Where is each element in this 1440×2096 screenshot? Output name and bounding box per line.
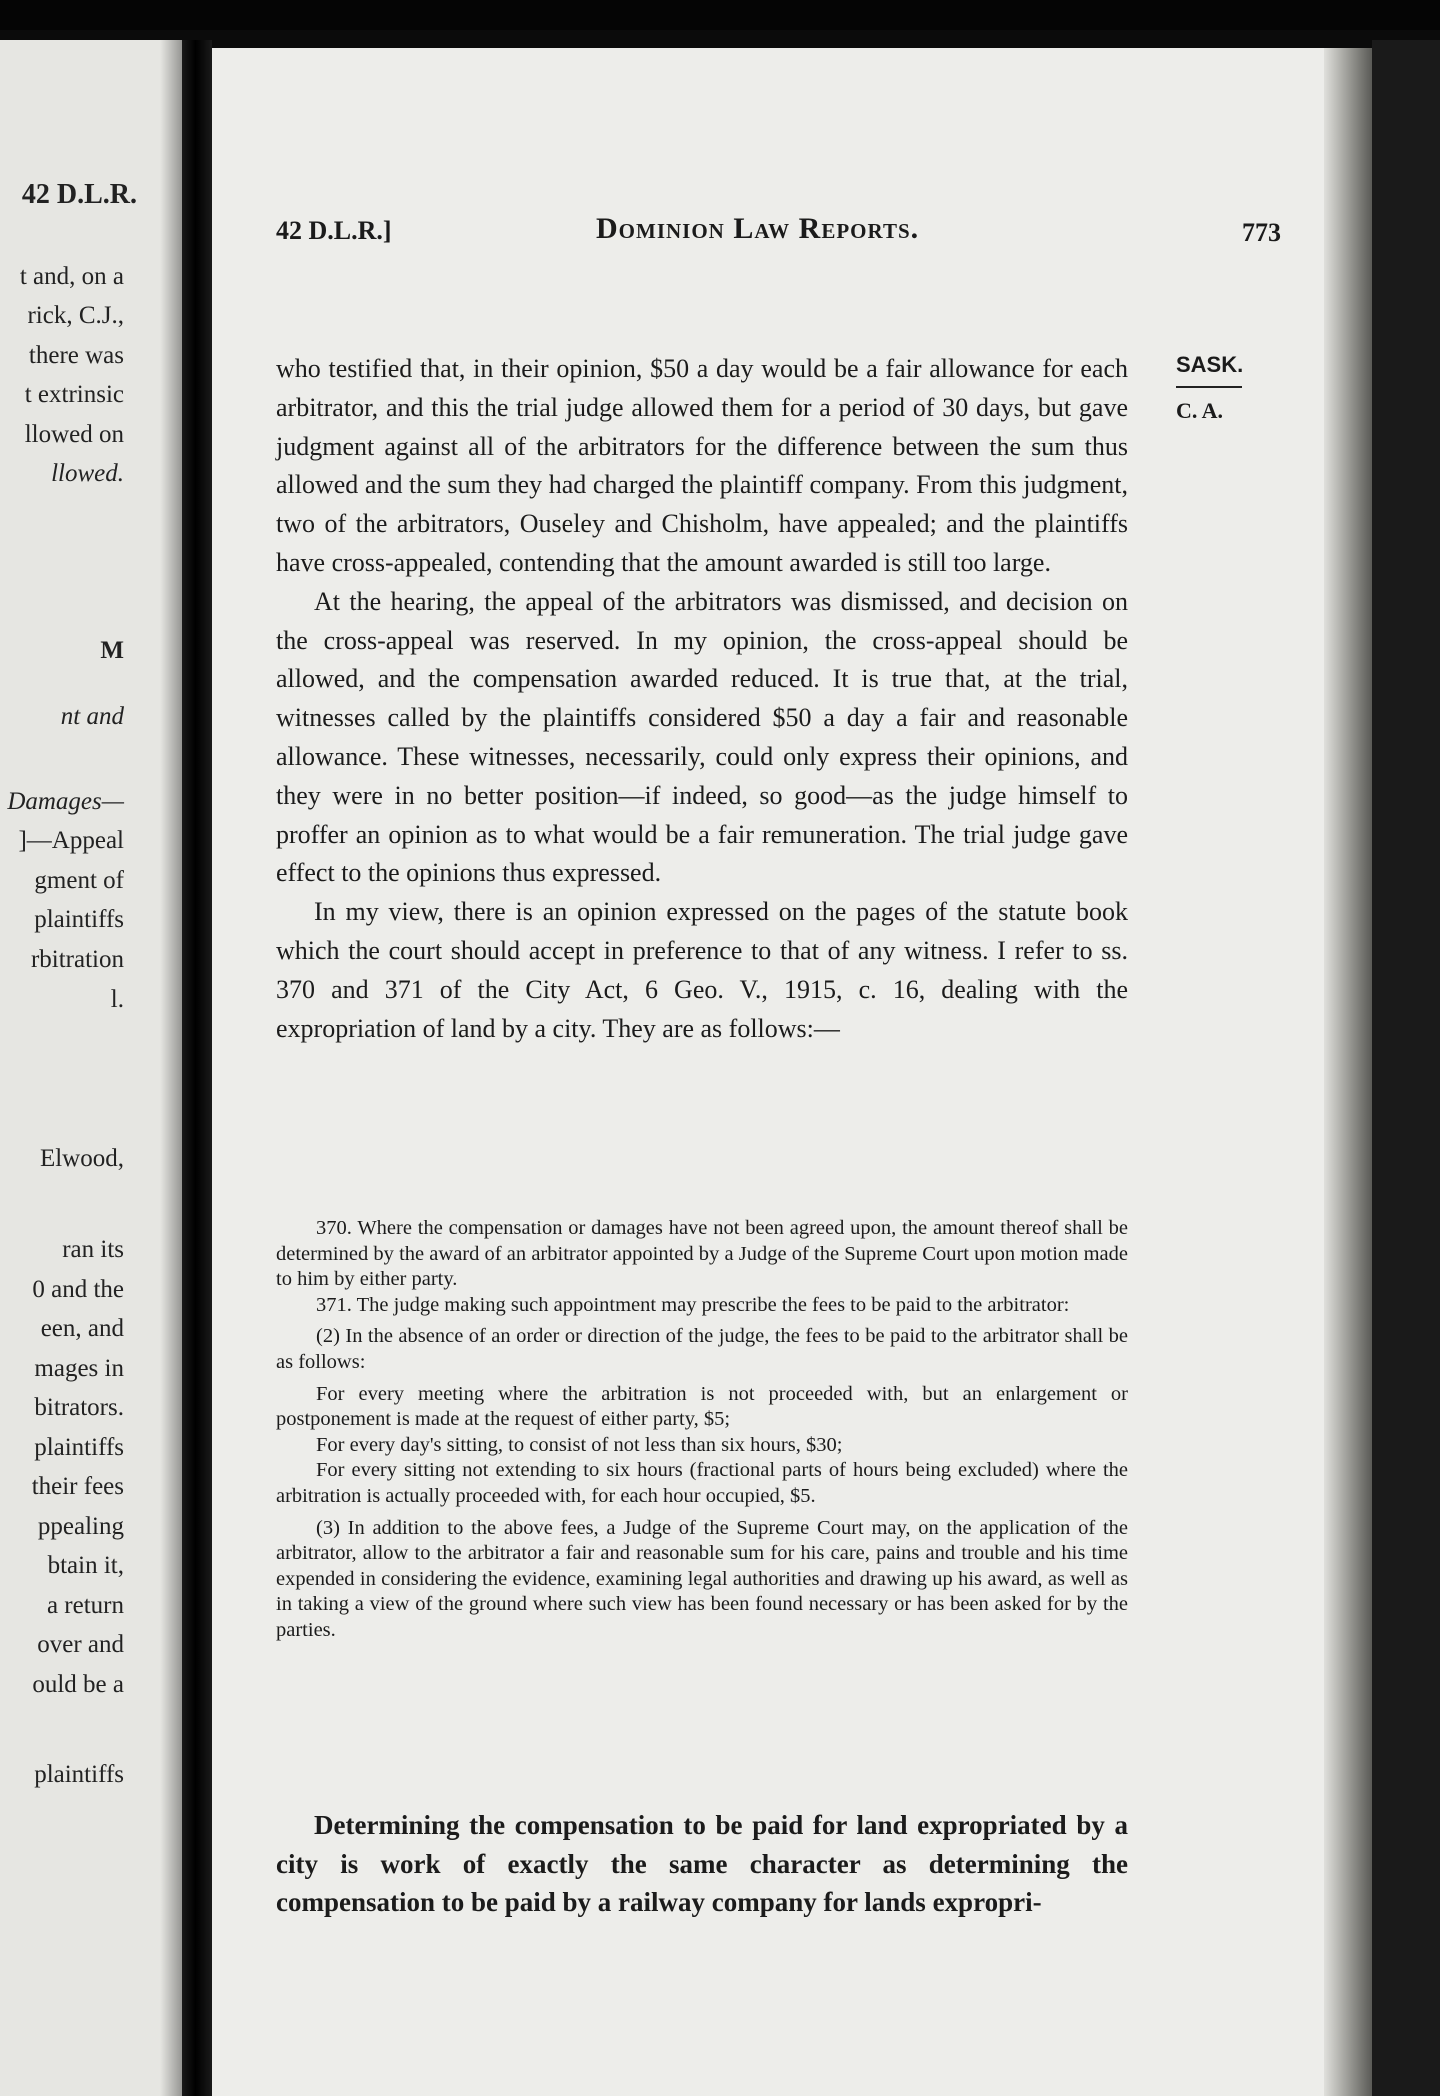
page-number: 773	[1242, 218, 1281, 247]
left-page-fragment: btain it,	[47, 1552, 124, 1579]
page-gutter-shadow	[160, 40, 182, 2096]
left-page-fragment: rick, C.J.,	[27, 302, 124, 329]
left-page-fragment: t and, on a	[19, 263, 124, 290]
page-edge	[1324, 48, 1372, 2096]
paragraph-1: who testified that, in their opinion, $50 a day would be a fair allowance for each arbitrator, and this the trial judge allowed them for a period of 30 days, but gave judgment against all of the arbitrators for the difference between the sum thus allowed and the sum they had charged the plaintiff company. From this judgment, two of the arbitrators, Ouseley and Chisholm, have appealed; and the plaintiffs have cross-appealed, contending that the amount awarded is still too large.	[276, 354, 1128, 577]
paragraph-2: At the hearing, the appeal of the arbitrators was dismissed, and decision on the cross-appeal was reserved. In my opinion, the cross-appeal should be allowed, and the compensation awarded reduced. It is true that, at the trial, witnesses called by the plaintiffs considered $50 a day a fair and reasonable allowance. These witnesses, necessarily, could only express their opinions, and they were in no better position—if indeed, so good—as the judge himself to proffer an opinion as to what would be a fair remuneration. The trial judge gave effect to the opinions thus expressed.	[276, 586, 1128, 888]
left-page-fragment: Elwood,	[39, 1145, 124, 1172]
left-page-fragment: ]—Appeal	[18, 827, 124, 854]
previous-page-fragment	[0, 40, 182, 2096]
left-page-fragment: plaintiffs	[34, 1434, 124, 1461]
left-page-fragment: t extrinsic	[24, 381, 124, 408]
left-page-fragment: Damages—	[7, 788, 124, 815]
body-text	[276, 350, 1128, 1048]
left-page-fragment: bitrators.	[34, 1394, 124, 1421]
left-page-fragment: ran its	[62, 1236, 124, 1263]
left-page-fragment: ppealing	[37, 1513, 124, 1540]
quote-section-370: 370. Where the compensation or damages have not been agreed upon, the amount thereof shall be determined by the award of an arbitrator appointed by a Judge of the Supreme Court upon motion made to him by either party.	[276, 1217, 1128, 1291]
scan-right-border	[1372, 40, 1440, 2096]
paragraph-3: In my view, there is an opinion expressed on the pages of the statute book which the court should accept in preference to that of any witness. I refer to ss. 370 and 371 of the City Act, 6 Geo. V., 1915, c. 16, dealing with the expropriation of land by a city. They are as follows:—	[276, 897, 1128, 1043]
left-page-fragment: nt and	[60, 703, 124, 730]
left-page-fragment: 42 D.L.R.	[21, 179, 137, 210]
left-page-fragment: l.	[110, 986, 124, 1013]
header-title: Dominion Law Reports.	[596, 212, 920, 245]
left-page-fragment: over and	[37, 1631, 124, 1658]
left-page-fragment: their fees	[31, 1473, 124, 1500]
quote-fee-meeting: For every meeting where the arbitration is not proceeded with, but an enlargement or postponement is made at the request of either party, $5;	[276, 1382, 1128, 1431]
left-page-fragment: rbitration	[30, 946, 124, 973]
closing-paragraph	[276, 1806, 1128, 1922]
quote-section-371: 371. The judge making such appointment may prescribe the fees to be paid to the arbitrator:	[316, 1293, 1070, 1316]
document-page	[212, 48, 1372, 2096]
margin-jurisdiction: SASK.	[1176, 346, 1242, 388]
left-page-fragment: a return	[46, 1592, 124, 1619]
left-page-fragment: gment of	[34, 867, 124, 894]
quote-subsection-3: (3) In addition to the above fees, a Judge of the Supreme Court may, on the application of the arbitrator, allow to the arbitrator a fair and reasonable sum for his care, pains and trouble and his time expended in considering the evidence, examining legal authorities and drawing up his award, as well as in taking a view of the ground where such view has been found necessary or has been asked for by the parties.	[276, 1516, 1128, 1641]
margin-court: C. A.	[1176, 398, 1224, 423]
scan-top-border	[0, 0, 1440, 30]
left-page-fragment: llowed on	[24, 421, 124, 448]
left-page-fragment: 0 and the	[32, 1276, 124, 1303]
left-page-fragment: llowed.	[51, 460, 124, 487]
quote-fee-hour: For every sitting not extending to six hours (fractional parts of hours being excluded) where the arbitration is actually proceeded with, for each hour occupied, $5.	[276, 1459, 1128, 1507]
left-page-fragment: een, and	[40, 1315, 124, 1342]
left-page-fragment: there was	[28, 342, 124, 369]
left-page-fragment: M	[100, 637, 124, 664]
quote-subsection-2: (2) In the absence of an order or direction of the judge, the fees to be paid to the arbitrator shall be as follows:	[276, 1325, 1128, 1373]
left-page-fragment: mages in	[34, 1355, 124, 1382]
book-gutter	[182, 40, 212, 2096]
header-volume: 42 D.L.R.]	[276, 216, 392, 245]
paragraph-4: Determining the compensation to be paid for land expropriated by a city is work of exactly the same character as determining the compensation to be paid by a railway company for lands expropri-	[276, 1810, 1128, 1918]
running-header	[276, 212, 1326, 256]
quote-fee-day: For every day's sitting, to consist of not less than six hours, $30;	[316, 1433, 843, 1456]
left-page-fragment: ould be a	[32, 1671, 124, 1698]
left-page-fragment: plaintiffs	[34, 1761, 124, 1788]
statute-quotation	[276, 1216, 1128, 1644]
left-page-fragment: plaintiffs	[34, 906, 124, 933]
margin-note	[1176, 346, 1286, 430]
